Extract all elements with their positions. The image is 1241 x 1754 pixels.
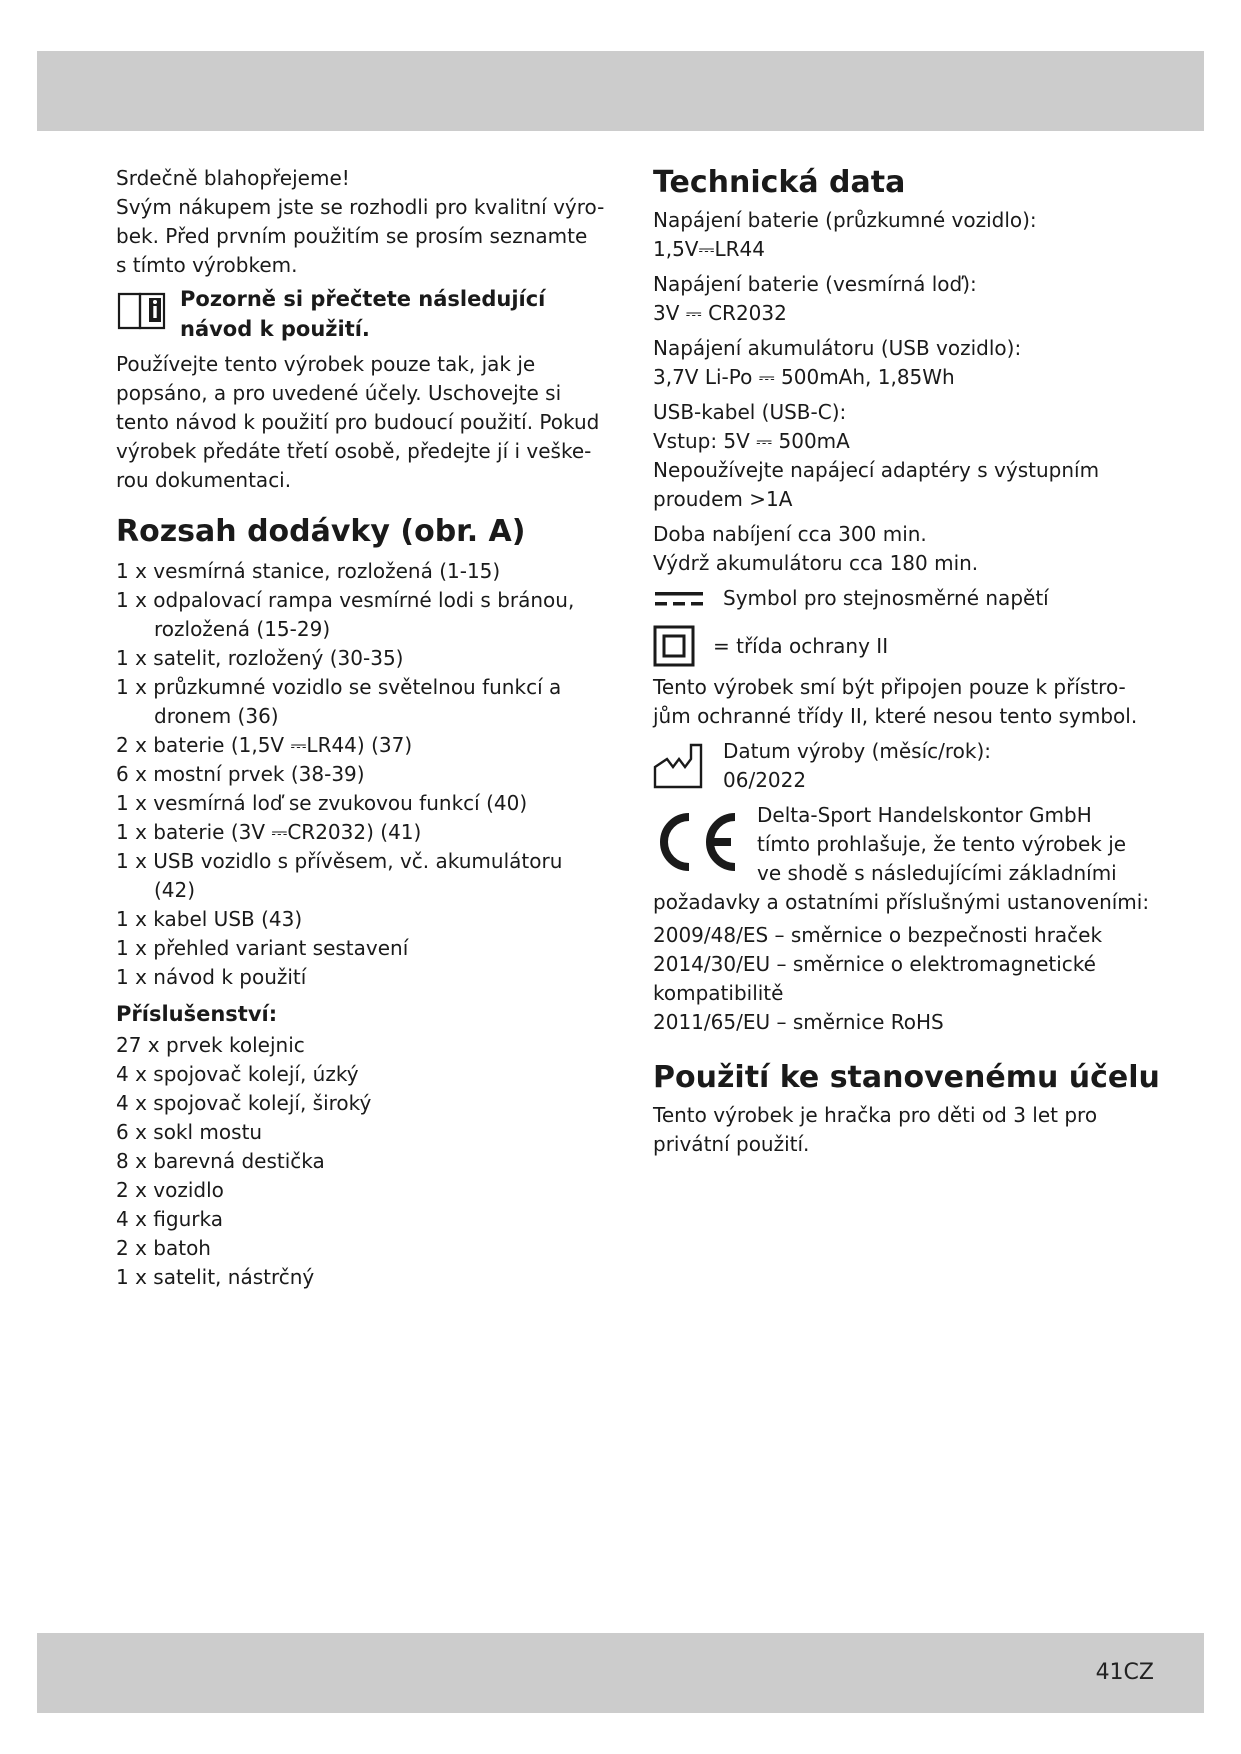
list-item: 1 x satelit, rozložený (30-35)	[116, 646, 404, 670]
accumulator-value: 3,7V Li-Po ⎓ 500mAh, 1,85Wh	[653, 365, 955, 389]
battery-runtime: Výdrž akumulátoru cca 180 min.	[653, 551, 979, 575]
manufacture-date-row	[653, 737, 1173, 795]
adapter-warning: proudem >1A	[653, 487, 793, 511]
notice-line: návod k použití.	[180, 317, 370, 341]
list-item: 6 x sokl mostu	[116, 1120, 263, 1144]
ship-battery-label: Napájení baterie (vesmírná loď):	[653, 272, 977, 296]
class2-row	[653, 625, 1173, 667]
ce-line: Delta-Sport Handelskontor GmbH	[757, 803, 1092, 827]
list-item: 1 x baterie (3V ⎓CR2032) (41)	[116, 820, 422, 844]
directive-line: 2011/65/EU – směrnice RoHS	[653, 1010, 944, 1034]
read-manual-notice	[116, 284, 596, 344]
charge-time: Doba nabíjení cca 300 min.	[653, 522, 927, 546]
directive-line: 2009/48/ES – směrnice o bezpečnosti hraček	[653, 923, 1103, 947]
notice-line: Pozorně si přečtete následující	[180, 287, 546, 311]
list-item: 1 x návod k použití	[116, 965, 307, 989]
ce-line: ve shodě s následujícími základními	[757, 861, 1117, 885]
list-item: 2 x baterie (1,5V ⎓LR44) (37)	[116, 733, 413, 757]
directive-line: kompatibilitě	[653, 981, 784, 1005]
footer-band	[37, 1633, 1204, 1713]
usage-line: tento návod k použití pro budoucí použití. Pokud	[116, 410, 600, 434]
intended-use-heading: Použití ke stanovenému účelu	[653, 1060, 1160, 1095]
list-item: 4 x spojovač kolejí, široký	[116, 1091, 372, 1115]
manufacture-date-value: 06/2022	[723, 768, 807, 792]
right-column	[653, 164, 1173, 1159]
ce-mark-icon	[653, 811, 739, 873]
list-item: 1 x vesmírná stanice, rozložená (1-15)	[116, 559, 501, 583]
accumulator-label: Napájení akumulátoru (USB vozidlo):	[653, 336, 1022, 360]
class2-text: = třída ochrany II	[713, 633, 889, 658]
ship-battery-value: 3V ⎓ CR2032	[653, 301, 787, 325]
usage-line: Používejte tento výrobek pouze tak, jak je	[116, 352, 536, 376]
header-band	[37, 51, 1204, 131]
manufacture-date-label: Datum výroby (měsíc/rok):	[723, 739, 992, 763]
ce-line: tímto prohlašuje, že tento výrobek je	[757, 832, 1127, 856]
book-info-icon	[116, 288, 168, 332]
scope-list	[116, 557, 596, 992]
list-item: 6 x mostní prvek (38-39)	[116, 762, 365, 786]
usage-line: rou dokumentaci.	[116, 468, 292, 492]
accessories-list	[116, 1031, 596, 1292]
list-item: 1 x USB vozidlo s přívěsem, vč. akumulátoru (42)	[116, 849, 563, 902]
usage-line: popsáno, a pro uvedené účely. Uschovejte si	[116, 381, 562, 405]
directives	[653, 921, 1173, 1037]
manufacture-date-icon	[653, 741, 705, 789]
list-item: 2 x batoh	[116, 1236, 211, 1260]
class2-note: Tento výrobek smí být připojen pouze k přístro-	[653, 675, 1126, 699]
usage-text	[116, 350, 600, 495]
usb-cable-input: Vstup: 5V ⎓ 500mA	[653, 429, 850, 453]
list-item: 4 x figurka	[116, 1207, 223, 1231]
class2-note: jům ochranné třídy II, které nesou tento symbol.	[653, 704, 1138, 728]
list-item: 4 x spojovač kolejí, úzký	[116, 1062, 359, 1086]
intro-line: Svým nákupem jste se rozhodli pro kvalitní výro-	[116, 195, 605, 219]
ce-declaration	[653, 801, 1173, 888]
intro-line: s tímto výrobkem.	[116, 253, 298, 277]
scope-heading: Rozsah dodávky (obr. A)	[116, 514, 526, 549]
rover-battery-value: 1,5V⎓LR44	[653, 237, 765, 261]
list-item: 1 x průzkumné vozidlo se světelnou funkcí a dronem (36)	[116, 675, 562, 728]
dc-symbol-row	[653, 584, 1173, 613]
rover-battery-label: Napájení baterie (průzkumné vozidlo):	[653, 208, 1037, 232]
intended-use-line: privátní použití.	[653, 1132, 810, 1156]
list-item: 27 x prvek kolejnic	[116, 1033, 305, 1057]
list-item: 1 x odpalovací rampa vesmírné lodi s bránou, rozložená (15-29)	[116, 588, 575, 641]
usage-line: výrobek předáte třetí osobě, předejte jí i veške-	[116, 439, 592, 463]
tech-heading: Technická data	[653, 165, 906, 200]
ce-line: požadavky a ostatními příslušnými ustanoveními:	[653, 890, 1150, 914]
list-item: 8 x barevná destička	[116, 1149, 325, 1173]
accessories-heading: Příslušenství:	[116, 1002, 278, 1026]
list-item: 1 x vesmírná loď se zvukovou funkcí (40)	[116, 791, 528, 815]
adapter-warning: Nepoužívejte napájecí adaptéry s výstupním	[653, 458, 1100, 482]
directive-line: 2014/30/EU – směrnice o elektromagnetické	[653, 952, 1096, 976]
protection-class-ii-icon	[653, 625, 695, 667]
intro-text	[116, 164, 605, 280]
left-column	[116, 164, 605, 1292]
usb-cable-label: USB-kabel (USB-C):	[653, 400, 847, 424]
dc-voltage-icon	[653, 589, 707, 609]
greeting: Srdečně blahopřejeme!	[116, 166, 350, 190]
dc-symbol-text: Symbol pro stejnosměrné napětí	[723, 586, 1049, 610]
list-item: 2 x vozidlo	[116, 1178, 224, 1202]
intro-line: bek. Před prvním použitím se prosím seznamte	[116, 224, 588, 248]
intended-use-line: Tento výrobek je hračka pro děti od 3 let pro	[653, 1103, 1098, 1127]
list-item: 1 x přehled variant sestavení	[116, 936, 409, 960]
page-number: 41CZ	[1095, 1660, 1154, 1685]
list-item: 1 x kabel USB (43)	[116, 907, 303, 931]
list-item: 1 x satelit, nástrčný	[116, 1265, 315, 1289]
